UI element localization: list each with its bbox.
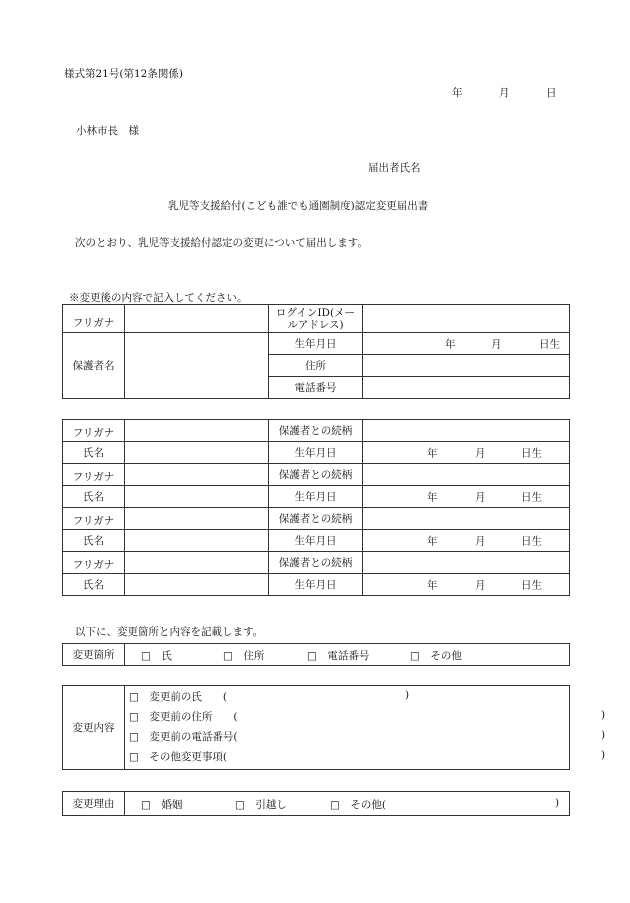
content-other[interactable]: □ その他変更事項( bbox=[129, 751, 228, 763]
changes-intro: 以下に、変更箇所と内容を記載します。 bbox=[75, 626, 264, 638]
child-name-label: 氏名 bbox=[63, 574, 125, 596]
guardian-phone-field[interactable] bbox=[363, 377, 570, 399]
guardian-furigana-field[interactable] bbox=[125, 305, 269, 333]
date-day-label: 日 bbox=[546, 87, 557, 99]
reason-other-close: ) bbox=[555, 797, 560, 809]
content-prev-address-close: ) bbox=[601, 709, 606, 721]
guardian-phone-label: 電話番号 bbox=[269, 377, 363, 399]
child-furigana-label: フリガナ bbox=[63, 552, 125, 574]
child-birthdate-label: 生年月日 bbox=[269, 530, 363, 552]
reason-other-checkbox[interactable]: □ その他( bbox=[330, 799, 387, 811]
guardian-address-label: 住所 bbox=[269, 355, 363, 377]
option-surname-checkbox[interactable]: □ 氏 bbox=[141, 650, 172, 662]
child-furigana-label: フリガナ bbox=[63, 508, 125, 530]
child-birthdate-label: 生年月日 bbox=[269, 574, 363, 596]
change-reason-table bbox=[62, 791, 570, 816]
guardian-birthdate-label: 生年月日 bbox=[269, 333, 363, 355]
child-name-label: 氏名 bbox=[63, 530, 125, 552]
children-table bbox=[62, 419, 570, 596]
form-number: 様式第21号(第12条関係) bbox=[64, 68, 183, 80]
change-reason-label: 変更理由 bbox=[63, 792, 125, 816]
reason-moving-checkbox[interactable]: □ 引越し bbox=[235, 799, 287, 811]
child-name-label: 氏名 bbox=[63, 442, 125, 464]
child-birthdate-field[interactable]: 年 月 日生 bbox=[363, 486, 570, 508]
login-id-label: ログインID(メー ルアドレス) bbox=[269, 305, 363, 333]
addressee: 小林市長 様 bbox=[76, 125, 139, 137]
change-content-label: 変更内容 bbox=[63, 686, 125, 770]
guardian-address-field[interactable] bbox=[363, 355, 570, 377]
child-relation-label: 保護者との続柄 bbox=[269, 508, 363, 530]
child-birthdate-field[interactable]: 年 月 日生 bbox=[363, 442, 570, 464]
child-birthdate-field[interactable]: 年 月 日生 bbox=[363, 574, 570, 596]
child-name-field[interactable] bbox=[125, 486, 269, 508]
reason-marriage-checkbox[interactable]: □ 婚姻 bbox=[141, 799, 183, 811]
content-prev-surname[interactable]: □ 変更前の氏 ( bbox=[129, 691, 228, 703]
child-furigana-field[interactable] bbox=[125, 508, 269, 530]
child-relation-field[interactable] bbox=[363, 464, 570, 486]
change-location-table bbox=[62, 643, 570, 666]
option-address-checkbox[interactable]: □ 住所 bbox=[223, 650, 265, 662]
child-furigana-label: フリガナ bbox=[63, 464, 125, 486]
child-furigana-field[interactable] bbox=[125, 552, 269, 574]
child-relation-label: 保護者との続柄 bbox=[269, 420, 363, 442]
intro-text: 次のとおり、乳児等支援給付認定の変更について届出します。 bbox=[75, 237, 368, 249]
option-phone-checkbox[interactable]: □ 電話番号 bbox=[307, 650, 370, 662]
child-relation-field[interactable] bbox=[363, 420, 570, 442]
content-other-close: ) bbox=[601, 749, 606, 761]
child-name-label: 氏名 bbox=[63, 486, 125, 508]
content-prev-phone[interactable]: □ 変更前の電話番号( bbox=[129, 731, 238, 743]
guardian-birthdate-field[interactable]: 年 月 日生 bbox=[363, 333, 570, 355]
child-furigana-field[interactable] bbox=[125, 420, 269, 442]
change-location-label: 変更箇所 bbox=[63, 644, 125, 666]
document-title: 乳児等支援給付(こども誰でも通園制度)認定変更届出書 bbox=[168, 200, 429, 212]
child-relation-field[interactable] bbox=[363, 508, 570, 530]
child-birthdate-field[interactable]: 年 月 日生 bbox=[363, 530, 570, 552]
child-name-field[interactable] bbox=[125, 574, 269, 596]
child-relation-label: 保護者との続柄 bbox=[269, 464, 363, 486]
child-name-field[interactable] bbox=[125, 530, 269, 552]
login-id-field[interactable] bbox=[363, 305, 570, 333]
applicant-name-label: 届出者氏名 bbox=[368, 162, 421, 174]
change-content-list bbox=[125, 686, 606, 770]
child-furigana-label: フリガナ bbox=[63, 420, 125, 442]
guardian-name-field[interactable] bbox=[125, 333, 269, 399]
guardian-name-label: 保護者名 bbox=[63, 333, 125, 399]
child-relation-field[interactable] bbox=[363, 552, 570, 574]
content-prev-phone-close: ) bbox=[601, 729, 606, 741]
note-text: ※変更後の内容で記入してください。 bbox=[69, 292, 248, 304]
child-furigana-field[interactable] bbox=[125, 464, 269, 486]
child-birthdate-label: 生年月日 bbox=[269, 486, 363, 508]
content-prev-address[interactable]: □ 変更前の住所 ( bbox=[129, 711, 238, 723]
date-year-label: 年 bbox=[452, 87, 463, 99]
child-name-field[interactable] bbox=[125, 442, 269, 464]
date-month-label: 月 bbox=[499, 87, 510, 99]
child-birthdate-label: 生年月日 bbox=[269, 442, 363, 464]
option-other-checkbox[interactable]: □ その他 bbox=[410, 650, 462, 662]
child-relation-label: 保護者との続柄 bbox=[269, 552, 363, 574]
guardian-furigana-label: フリガナ bbox=[63, 305, 125, 333]
change-content-table bbox=[62, 685, 606, 770]
guardian-table bbox=[62, 304, 570, 399]
content-prev-surname-close: ) bbox=[405, 689, 410, 701]
